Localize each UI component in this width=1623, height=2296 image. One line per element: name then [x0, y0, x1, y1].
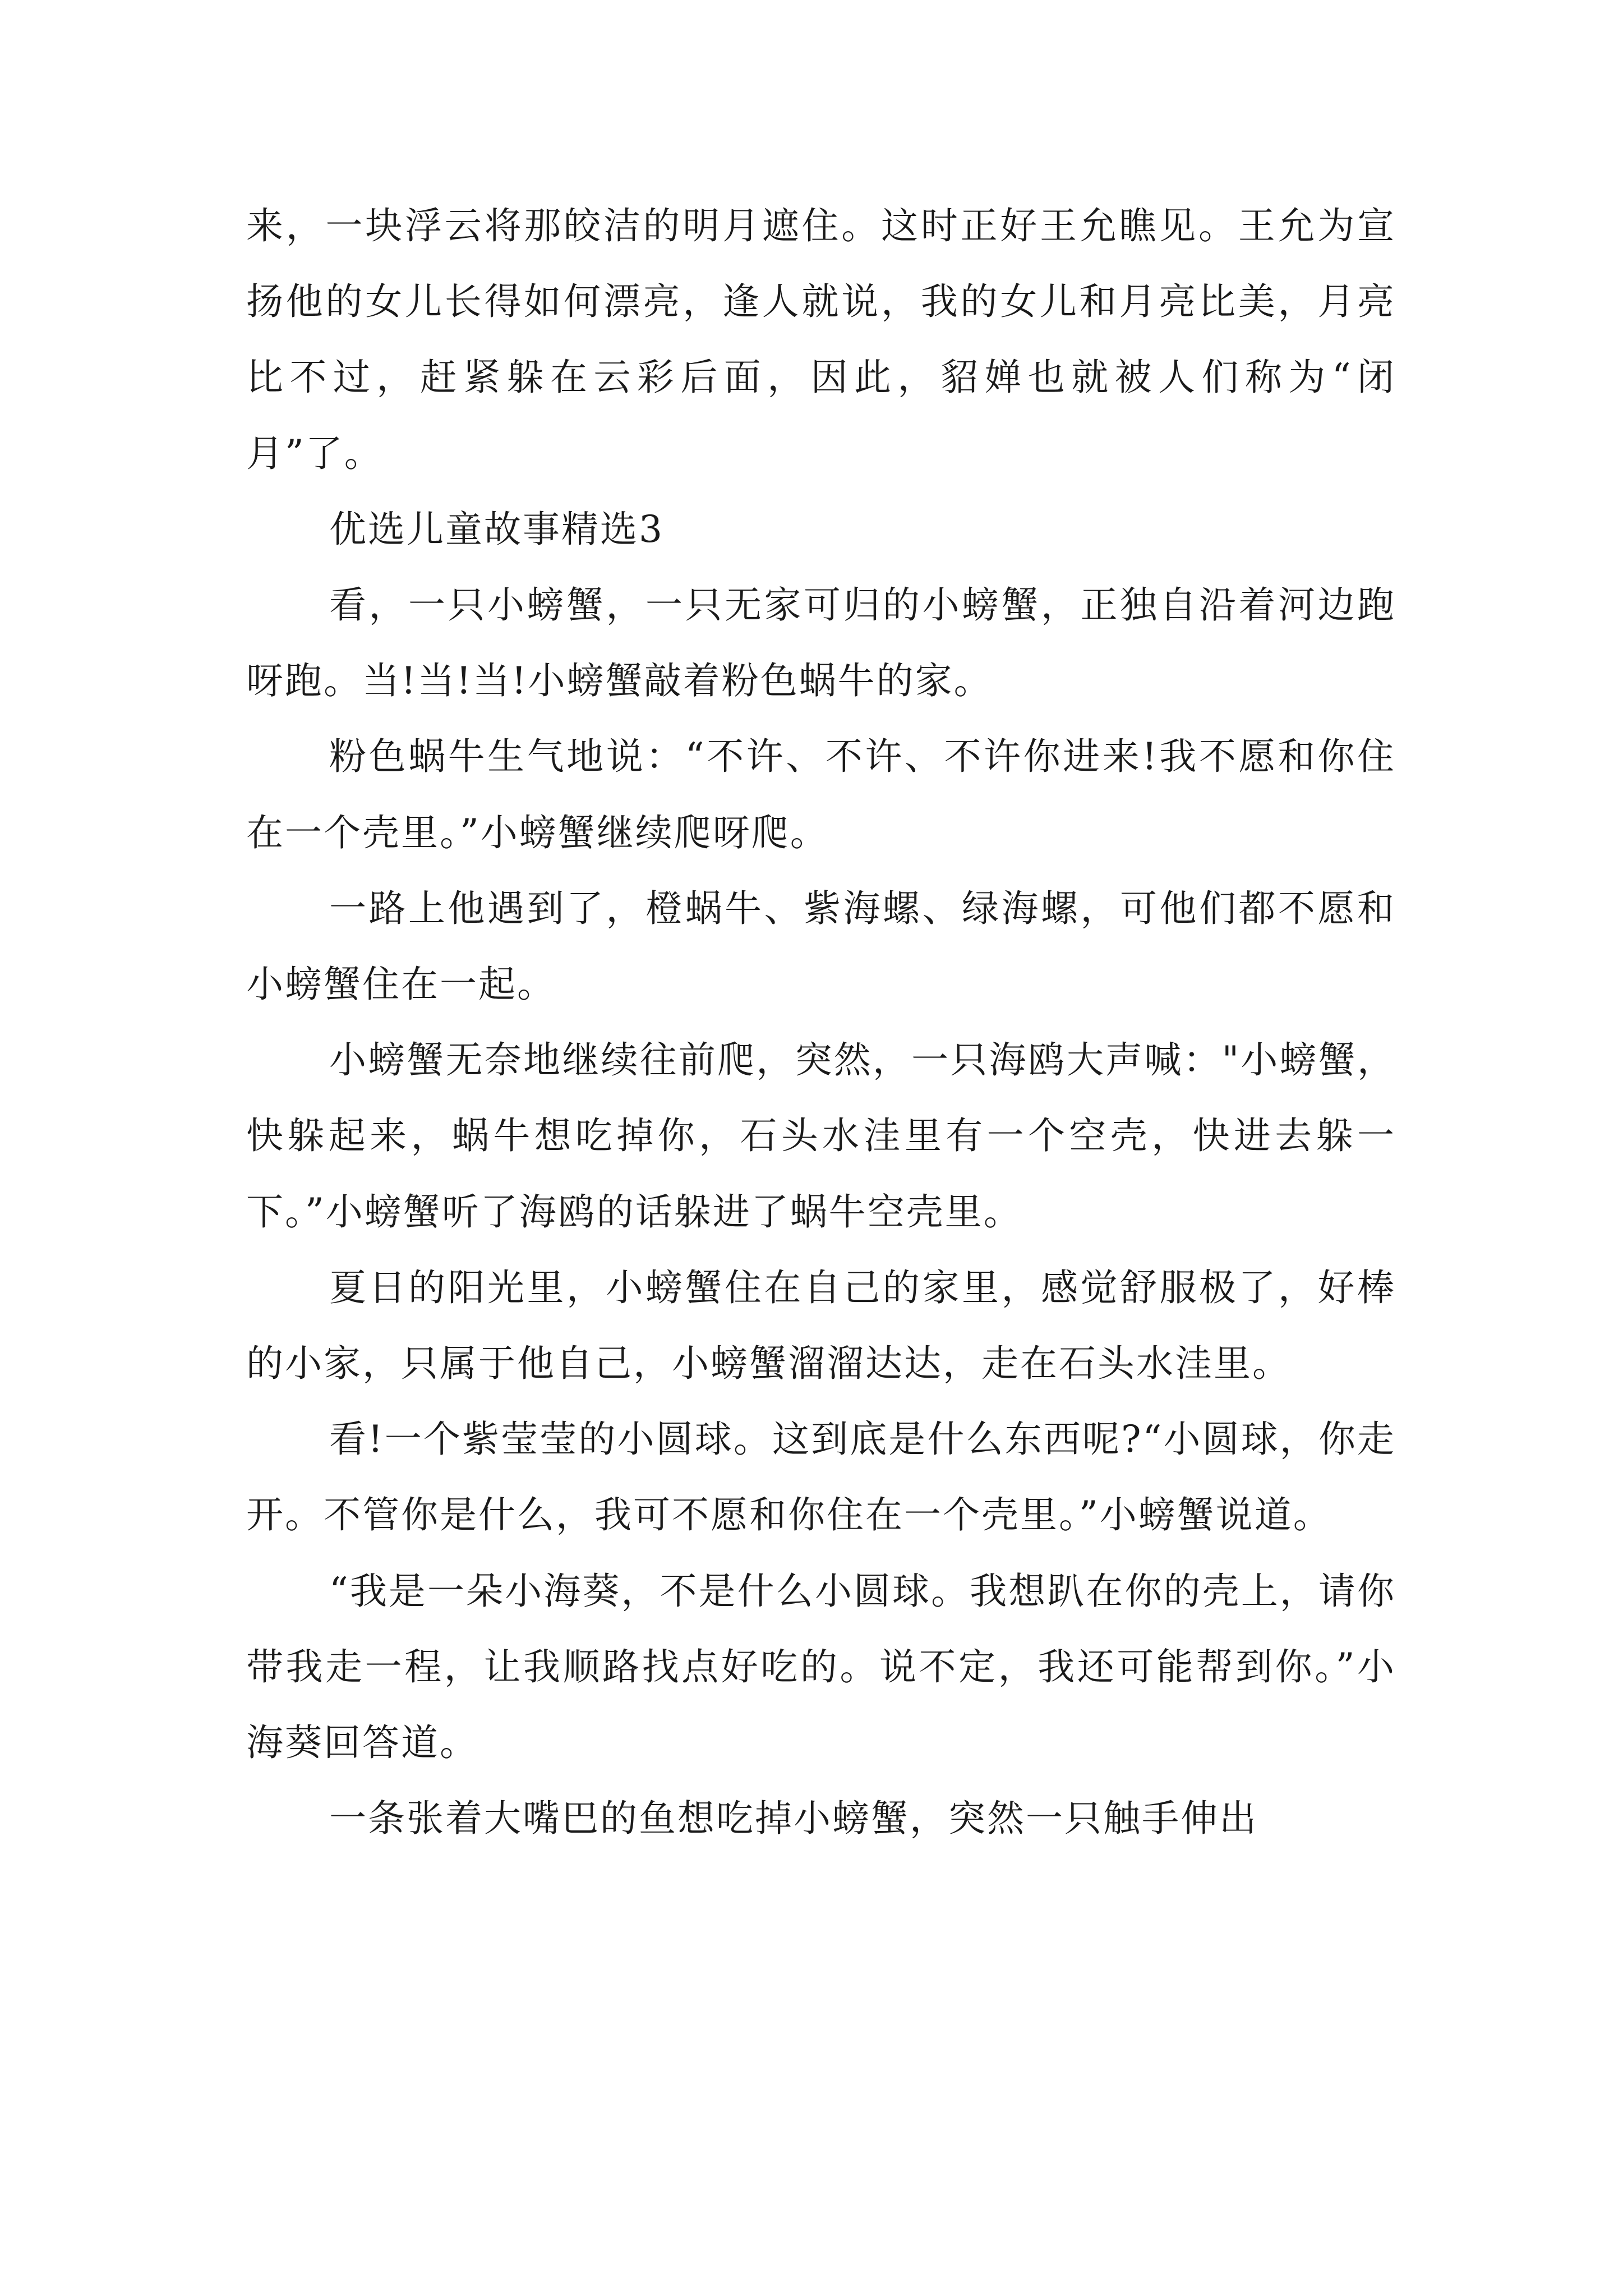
paragraph: 一路上他遇到了，橙蜗牛、紫海螺、绿海螺，可他们都不愿和小螃蟹住在一起。 [246, 886, 1396, 1006]
paragraph-continuation: 来，一块浮云将那皎洁的明月遮住。这时正好王允瞧见。王允为宣扬他的女儿长得如何漂亮，逢人就说，我的女儿和月亮比美，月亮比不过，赶紧躲在云彩后面，因此，貂婵也就被人们称为“闭月”了。 [246, 204, 1396, 475]
document-body [246, 188, 1396, 1856]
paragraph: 看，一只小螃蟹，一只无家可归的小螃蟹，正独自沿着河边跑呀跑。当!当!当!小螃蟹敲着粉色蜗牛的家。 [246, 583, 1396, 703]
paragraph: 小螃蟹无奈地继续往前爬，突然，一只海鸥大声喊："小螃蟹，快躲起来，蜗牛想吃掉你，石头水洼里有一个空壳，快进去躲一下。”小螃蟹听了海鸥的话躲进了蜗牛空壳里。 [246, 1038, 1396, 1234]
paragraph: 夏日的阳光里，小螃蟹住在自己的家里，感觉舒服极了，好棒的小家，只属于他自己，小螃蟹溜溜达达，走在石头水洼里。 [246, 1266, 1396, 1386]
paragraph: 粉色蜗牛生气地说：“不许、不许、不许你进来!我不愿和你住在一个壳里。”小螃蟹继续爬呀爬。 [246, 735, 1396, 854]
paragraph: 看!一个紫莹莹的小圆球。这到底是什么东西呢?“小圆球，你走开。不管你是什么，我可不愿和你住在一个壳里。”小螃蟹说道。 [246, 1418, 1396, 1537]
paragraph: “我是一朵小海葵，不是什么小圆球。我想趴在你的壳上，请你带我走一程，让我顺路找点好吃的。说不定，我还可能帮到你。”小海葵回答道。 [246, 1569, 1396, 1765]
story-heading: 优选儿童故事精选3 [329, 507, 664, 551]
paragraph: 一条张着大嘴巴的鱼想吃掉小螃蟹，突然一只触手伸出 [329, 1797, 1258, 1841]
